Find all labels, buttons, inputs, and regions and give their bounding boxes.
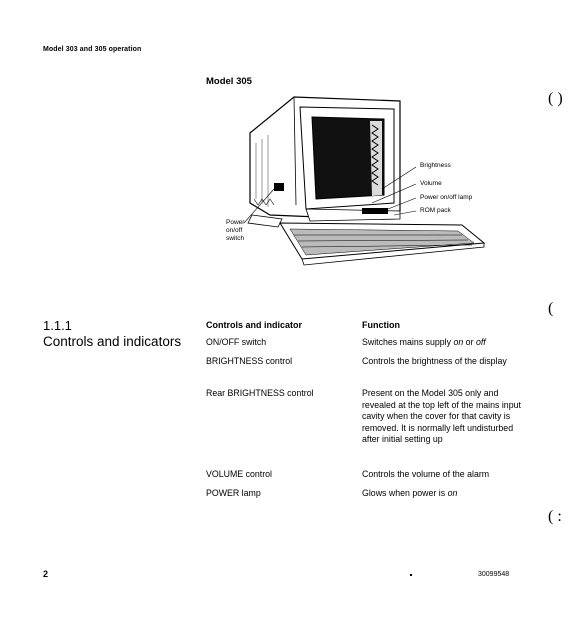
monitor-illustration (222, 95, 502, 270)
table-cell-function: Present on the Model 305 only and revealed at the top left of the mains input cavity when the cover for that cavity is removed. It is normally left undisturbed after initial setting up (362, 388, 521, 444)
section-title: Controls and indicators (43, 334, 182, 349)
margin-mark: ( : (548, 508, 562, 525)
table-cell-function: Controls the brightness of the display (362, 356, 507, 366)
margin-mark: ( (548, 300, 554, 317)
callout-power-lamp: Power on/off lamp (420, 194, 473, 201)
stray-dot (410, 574, 412, 576)
table-cell-control: VOLUME control (206, 469, 272, 479)
table-cell-function: Controls the volume of the alarm (362, 469, 490, 479)
running-header: Model 303 and 305 operation (43, 46, 142, 53)
figure-title: Model 305 (206, 76, 252, 87)
table-cell-function: Switches mains supply on or off (362, 337, 486, 347)
page-number: 2 (43, 569, 49, 579)
table-cell-control: BRIGHTNESS control (206, 356, 293, 366)
document-code: 30099548 (478, 571, 510, 578)
monitor-drawing (222, 95, 502, 270)
column-header-function: Function (362, 320, 400, 330)
section-number: 1.1.1 (43, 318, 72, 333)
callout-volume: Volume (420, 180, 442, 187)
callout-brightness: Brightness (420, 162, 451, 169)
callout-rom-pack: ROM pack (420, 207, 451, 214)
table-cell-control: POWER lamp (206, 488, 261, 498)
table-cell-control: ON/OFF switch (206, 337, 267, 347)
table-cell-function: Glows when power is on (362, 488, 458, 498)
callout-power-switch: Power on/off switch (226, 219, 245, 242)
column-header-controls: Controls and indicator (206, 320, 303, 330)
margin-mark: ( ) (548, 90, 563, 107)
table-cell-control: Rear BRIGHTNESS control (206, 388, 314, 398)
